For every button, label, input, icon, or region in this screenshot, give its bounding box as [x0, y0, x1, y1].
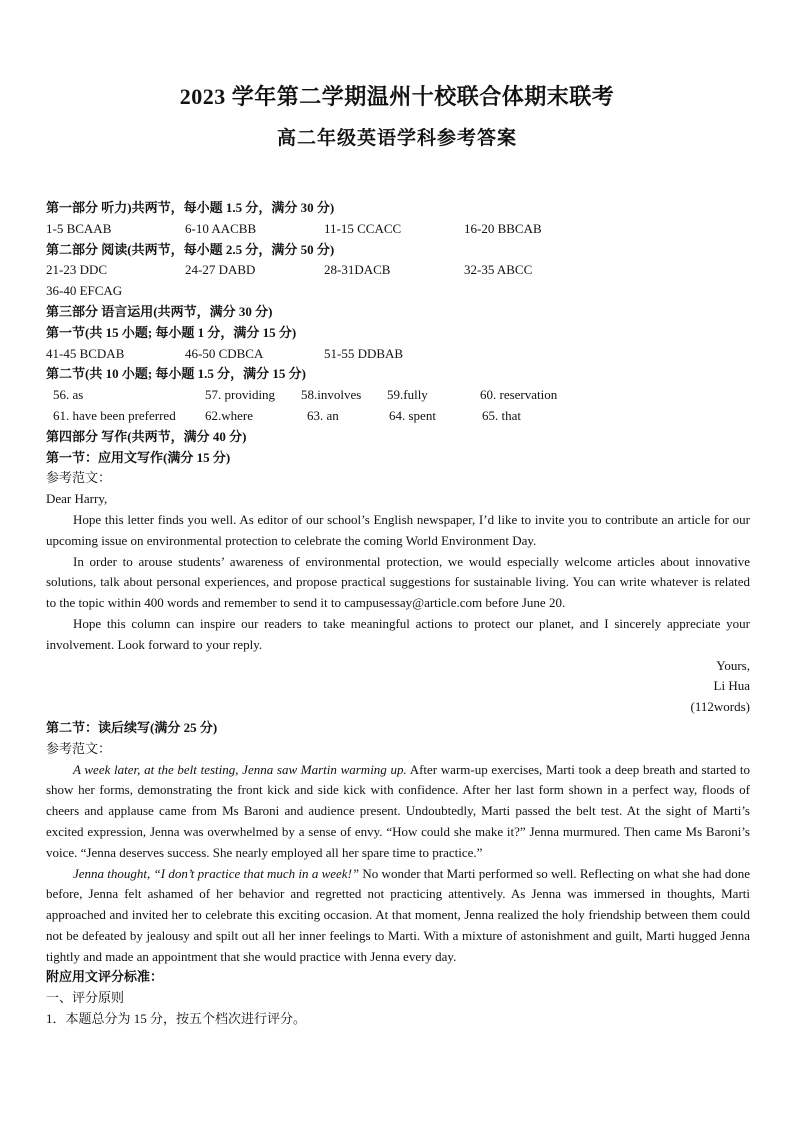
answer-item: 60. reservation: [480, 387, 558, 403]
part2-heading: 第二部分 阅读(共两节，每小题 2.5 分，满分 50 分): [46, 241, 335, 257]
part3-section1-answers: [46, 344, 750, 365]
word-count: (112words): [690, 699, 750, 715]
answer-item: 64. spent: [389, 407, 436, 423]
story-lead-sentence: A week later, at the belt testing, Jenna saw Martin warming up.: [73, 761, 407, 777]
answer-item: 59.fully: [387, 387, 428, 403]
part1-heading: 第一部分 听力)共两节，每小题 1.5 分，满分 30 分): [46, 200, 335, 215]
answer-item: 58.involves: [301, 387, 362, 403]
part2-answers-row: [46, 260, 750, 281]
answer-item: 61. have been preferred: [53, 407, 176, 423]
story-lead-sentence: Jenna thought, “I don’t practice that much in a week!”: [73, 865, 360, 881]
answer-group: 24-27 DABD: [185, 262, 256, 278]
part3-heading: 第三部分 语言运用(共两节，满分 30 分): [46, 303, 273, 319]
answer-group: 21-23 DDC: [46, 262, 108, 278]
answer-group: 51-55 DDBAB: [324, 345, 404, 361]
answer-group: 28-31DACB: [324, 262, 391, 278]
criteria-item: 一、评分原则: [46, 990, 125, 1006]
letter-signature: Li Hua: [713, 678, 750, 694]
part3-section2-row1: [46, 385, 750, 406]
part4-heading: 第四部分 写作(共两节，满分 40 分): [46, 428, 247, 444]
part1-answers-row: [46, 219, 750, 240]
answer-group: 36-40 EFCAG: [46, 283, 123, 299]
letter-closing: Yours,: [716, 657, 750, 673]
story-body: No wonder that Marti performed so well. Reflecting on what she had done before, Jenna felt ashamed of her behavior and regretted not practicing attentively. As Jenna was immersed in thoughts, Marti approached and invited her to celebrate this exciting occasion. At that moment, Jenna realized the holy friendship between them could not be defeated by jealousy and spilt out all her inner feelings to Marti. With a mixture of astonishment and guilt, Marti hugged Jenna tightly and made an appointment that she would practice with Jenna every day.: [46, 865, 750, 964]
story-body: After warm-up exercises, Marti took a deep breath and started to show her forms, demonstrating the front kick and side kick with confidence. After her last form shown in a perfect way, floods of cheers and applause came from Ms Baroni and audience present. Undoubtedly, Marti passed the belt test. At the sight of Marti’s excited expression, Jenna was overwhelmed by a sense of envy. “How could she make it?” Jenna murmured. Then came Ms Baroni’s voice. “Jenna deserves success. She nearly employed all her spare time to practice.”: [46, 761, 750, 860]
part2-answers-row: [46, 281, 750, 302]
answer-group: 32-35 ABCC: [464, 262, 533, 278]
part3-section2-heading: 第二节(共 10 小题; 每小题 1.5 分，满分 15 分): [46, 366, 306, 382]
answer-group: 11-15 CCACC: [324, 220, 402, 236]
part3-section2-row2: [46, 406, 750, 427]
answer-group: 16-20 BBCAB: [464, 220, 542, 236]
criteria-heading: 附应用文评分标准：: [46, 969, 164, 985]
answer-group: 46-50 CDBCA: [185, 345, 264, 361]
answer-group: 1-5 BCAAB: [46, 220, 112, 236]
story-paragraph: [46, 760, 750, 864]
answer-item: 63. an: [307, 407, 339, 423]
letter-greeting: Dear Harry,: [46, 491, 108, 507]
criteria-item: 1．本题总分为 15 分，按五个档次进行评分。: [46, 1011, 307, 1027]
letter-paragraph: Hope this letter finds you well. As editor of our school’s English newspaper, I’d like to invite you to contribute an article for our upcoming issue on environmental protection to celebrate the coming World Environment Day.: [46, 511, 750, 548]
answer-item: 65. that: [482, 407, 521, 423]
answer-content: [46, 198, 750, 1030]
answer-item: 56. as: [53, 387, 84, 403]
answer-group: 6-10 AACBB: [185, 220, 257, 236]
part4-section2-heading: 第二节：读后续写(满分 25 分): [46, 719, 218, 735]
page-subtitle: 高二年级英语学科参考答案: [276, 128, 517, 149]
letter-paragraph: In order to arouse students’ awareness of environmental protection, we would especially welcome articles about innovative solutions, talk about personal experiences, and propose practical suggestions for sustainable living. You can write whatever is related to the topic within 400 words and remember to send it to campusessay@article.com before June 20.: [46, 553, 750, 611]
answer-item: 62.where: [205, 407, 254, 423]
answer-group: 41-45 BCDAB: [46, 345, 125, 361]
page-title: 2023 学年第二学期温州十校联合体期末联考: [179, 84, 615, 109]
letter-paragraph: Hope this column can inspire our readers to take meaningful actions to protect our planet, and I sincerely appreciate your involvement. Look forward to your reply.: [46, 615, 750, 652]
part4-section1-heading: 第一节：应用文写作(满分 15 分): [46, 449, 231, 465]
sample-label: 参考范文：: [46, 740, 112, 756]
story-paragraph: [46, 864, 750, 968]
part3-section1-heading: 第一节(共 15 小题; 每小题 1 分，满分 15 分): [46, 324, 297, 340]
sample-label: 参考范文：: [46, 470, 112, 486]
answer-item: 57. providing: [205, 387, 276, 403]
